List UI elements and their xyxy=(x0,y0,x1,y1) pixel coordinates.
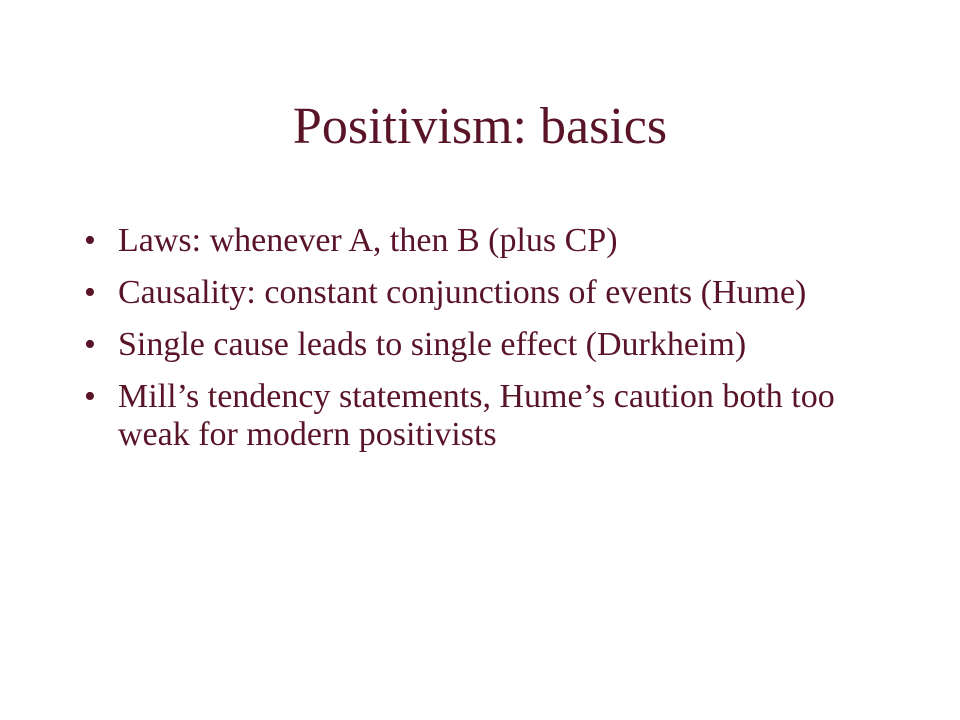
bullet-icon: • xyxy=(84,274,96,311)
bullet-text: Mill’s tendency statements, Hume’s caution both too weak for modern positivists xyxy=(118,378,835,453)
bullet-list xyxy=(84,222,884,468)
bullet-icon: • xyxy=(84,326,96,363)
bullet-icon: • xyxy=(84,378,96,415)
bullet-item-causality xyxy=(84,274,884,312)
bullet-item-tendency xyxy=(84,378,884,454)
bullet-icon: • xyxy=(84,222,96,259)
bullet-item-single-cause xyxy=(84,326,884,364)
slide-title: Positivism: basics xyxy=(292,98,668,155)
bullet-text: Single cause leads to single effect (Durkheim) xyxy=(118,326,747,363)
bullet-text: Laws: whenever A, then B (plus CP) xyxy=(118,222,618,259)
bullet-text: Causality: constant conjunctions of events (Hume) xyxy=(118,274,807,311)
bullet-item-laws xyxy=(84,222,884,260)
